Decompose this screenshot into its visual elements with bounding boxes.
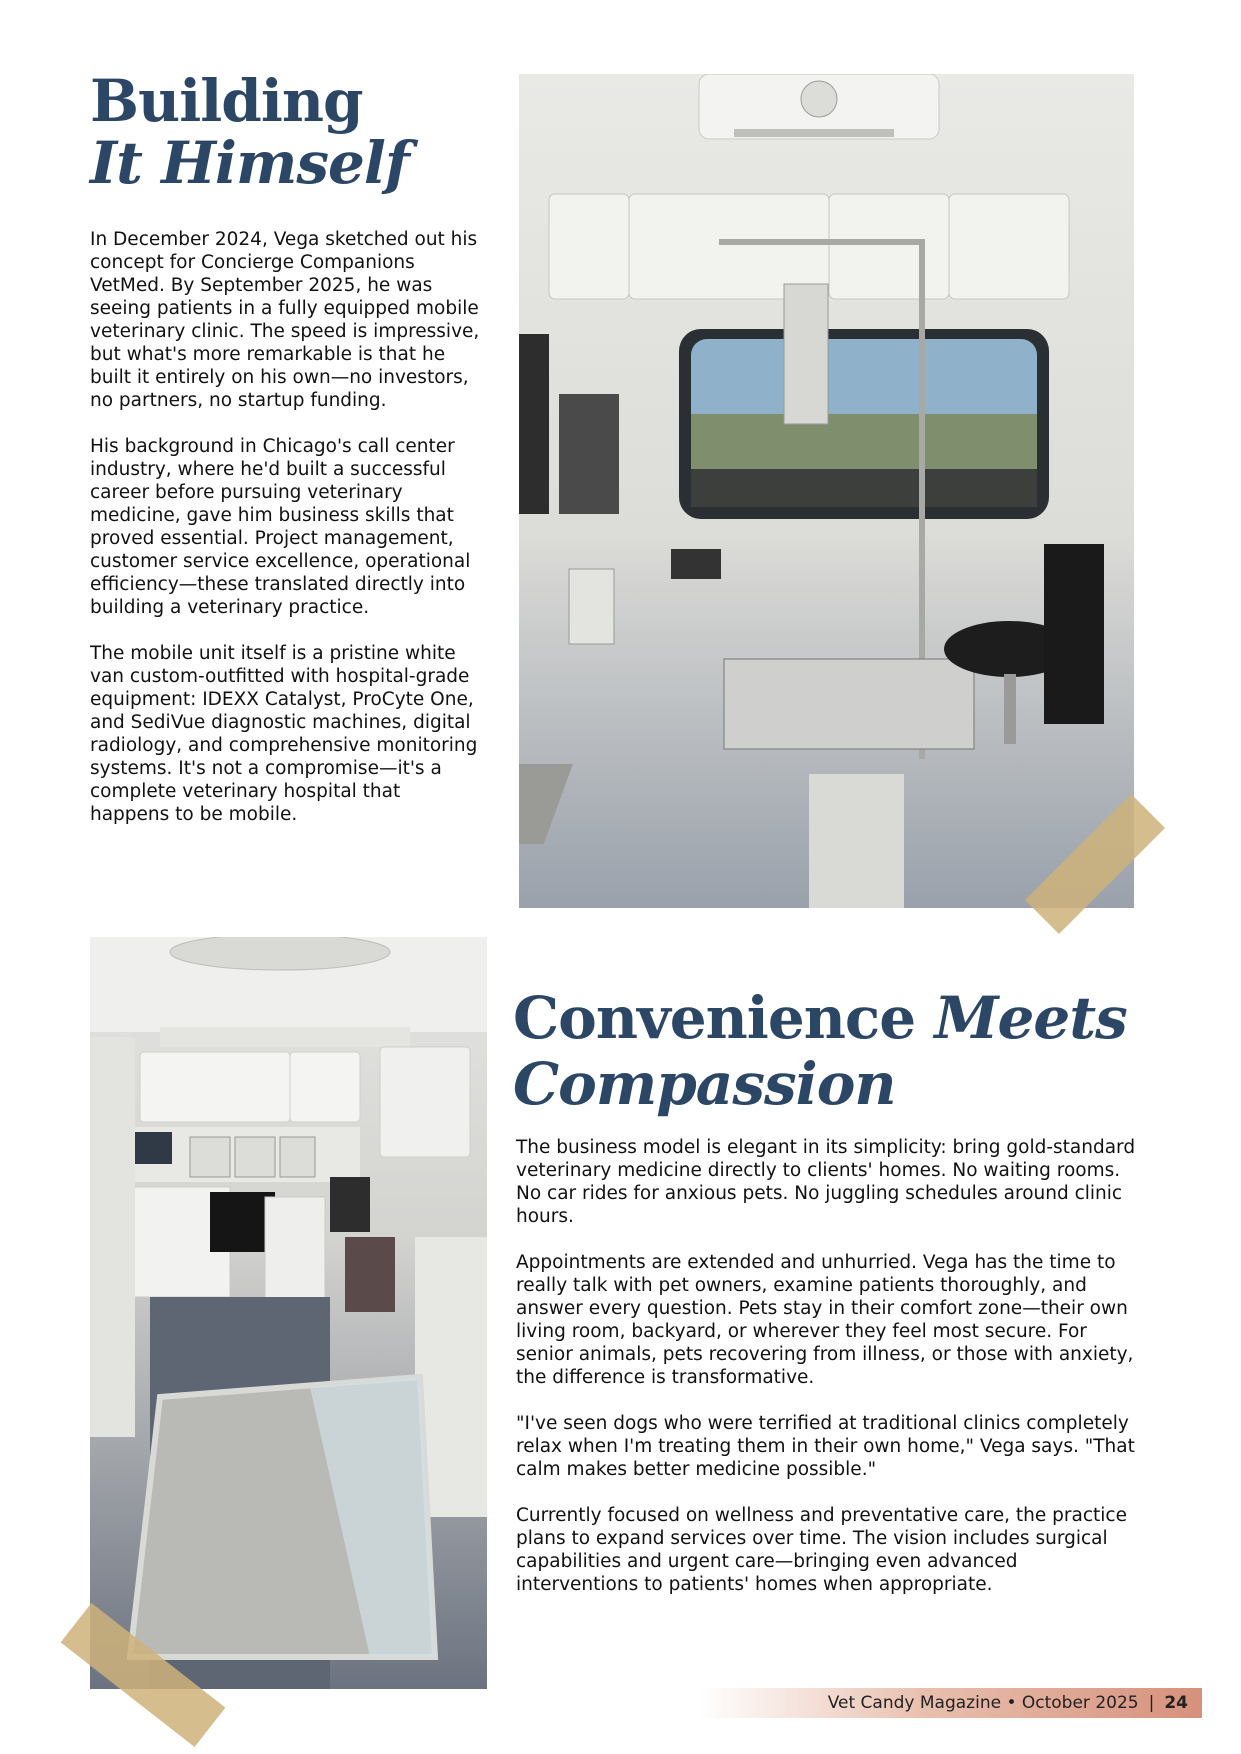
section-title-line1: Building xyxy=(90,67,363,135)
paragraph: "I've seen dogs who were terrified at traditional clinics completely relax when I'm treating them in their own home," Vega says. "That calm makes better medicine possible." xyxy=(516,1413,1135,1480)
paragraph: Appointments are extended and unhurried. Vega has the time to really talk with pet owners, examine patients thoroughly, and answer every question. Pets stay in their comfort zone—their own living room, backyard, or wherever they feel most secure. For senior animals, pets recovering from illness, or those with anxiety, the difference is transformative. xyxy=(516,1252,1134,1388)
section-title-word: Compassion xyxy=(513,1050,896,1118)
paragraph: The mobile unit itself is a pristine white van custom-outfitted with hospital-grade equipment: IDEXX Catalyst, ProCyte One, and SediVue diagnostic machines, digital radiology, and comprehensive monitoring systems. It's not a compromise—it's a complete veterinary hospital that happens to be mobile. xyxy=(90,643,478,825)
section-title-building-it-himself xyxy=(90,67,409,197)
section-title-line2: It Himself xyxy=(90,129,409,197)
section-title-convenience-meets-compassion xyxy=(513,985,1127,1117)
page-number: 24 xyxy=(1164,1693,1188,1713)
page-footer xyxy=(700,1688,1202,1718)
paragraph: In December 2024, Vega sketched out his concept for Concierge Companions VetMed. By September 2025, he was seeing patients in a fully equipped mobile veterinary clinic. The speed is impressive, but what's more remarkable is that he built it entirely on his own—no investors, no partners, no startup funding. xyxy=(90,229,480,411)
section-title-word: Meets xyxy=(934,984,1127,1052)
paragraph: His background in Chicago's call center industry, where he'd built a successful career before pursuing veterinary medicine, gave him business skills that proved essential. Project management, customer service excellence, operational efficiency—these translated directly into building a veterinary practice. xyxy=(90,436,471,618)
paragraph: Currently focused on wellness and preventative care, the practice plans to expand services over time. The vision includes surgical capabilities and urgent care—bringing even advanced interventions to patients' homes when appropriate. xyxy=(516,1505,1127,1595)
publication-info: Vet Candy Magazine • October 2025 xyxy=(827,1693,1139,1713)
article-column-right xyxy=(516,1136,1144,1619)
photo-van-interior-exam-table xyxy=(519,74,1134,908)
article-column-left xyxy=(90,228,485,849)
paragraph: The business model is elegant in its simplicity: bring gold-standard veterinary medicine directly to clients' homes. No waiting rooms. No car rides for anxious pets. No juggling schedules around clinic hours. xyxy=(516,1137,1136,1227)
footer-separator: | xyxy=(1148,1693,1155,1713)
section-title-word: Convenience xyxy=(513,984,916,1052)
photo-van-interior-overview xyxy=(90,937,487,1689)
